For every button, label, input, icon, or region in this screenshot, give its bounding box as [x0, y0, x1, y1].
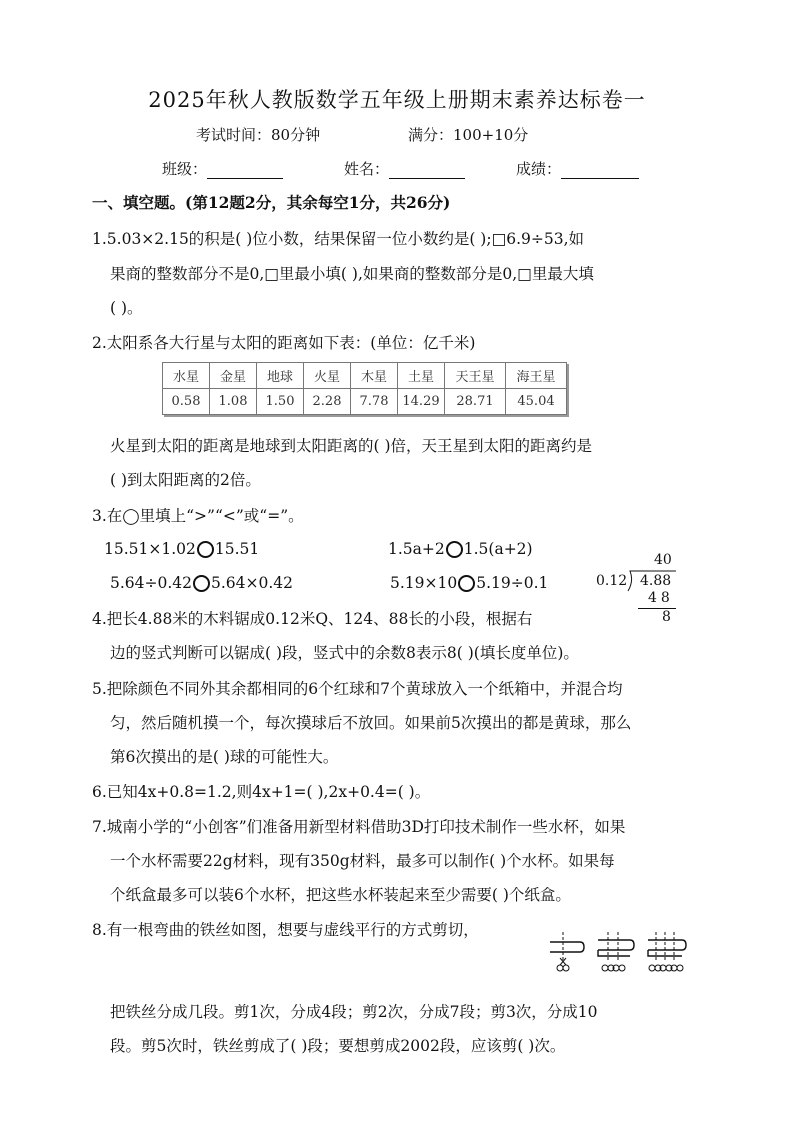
class-blank[interactable] — [207, 160, 283, 179]
long-division — [596, 552, 680, 624]
q4-line1: 4.把长4.88米的木料锯成0.12米Q、124、88长的小段，根据右 — [92, 610, 533, 628]
wire-cut-3-icon — [644, 928, 688, 976]
q3-d-right: 5.19÷0.1 — [476, 574, 549, 592]
q5-line1: 5.把除颜色不同外其余都相同的6个红球和7个黄球放入一个纸箱中，并混合均 — [92, 680, 623, 698]
q3-c-right: 5.64×0.42 — [211, 574, 294, 592]
name-field — [344, 158, 465, 179]
class-field — [162, 158, 283, 179]
table-header-row — [163, 363, 567, 389]
score-label: 成绩： — [516, 160, 562, 178]
q3-d-left: 5.19×10 — [390, 574, 458, 592]
table-cell: 2.28 — [304, 389, 351, 415]
section-heading: 一、填空题。(第12题2分，其余每空1分，共26分) — [92, 193, 451, 212]
q3-item-d — [390, 574, 548, 592]
table-header-cell: 土星 — [398, 363, 445, 389]
table-header-cell: 木星 — [351, 363, 398, 389]
q3-item-b — [388, 540, 533, 558]
q5-line3: 第6次摸出的是( )球的可能性大。 — [110, 748, 339, 766]
wire-cut-2-icon — [594, 928, 636, 976]
q3-a-left: 15.51×1.02 — [104, 540, 196, 558]
table-row — [163, 389, 567, 415]
table-cell: 7.78 — [351, 389, 398, 415]
q8-line1: 8.有一根弯曲的铁丝如图，想要与虚线平行的方式剪切， — [92, 921, 479, 939]
q3-c-left: 5.64÷0.42 — [110, 574, 193, 592]
q3-line1: 3.在◯里填上“>”“<”或“=”。 — [92, 507, 304, 525]
wire-cut-1-icon — [546, 928, 586, 976]
table-header-cell: 天王星 — [445, 363, 506, 389]
q3-item-a — [104, 540, 259, 558]
exam-time: 考试时间：80分钟 — [196, 126, 321, 144]
q3-a-right: 15.51 — [214, 540, 260, 558]
class-label: 班级： — [162, 160, 208, 178]
q2-line2: 火星到太阳的距离是地球到太阳距离的( )倍，天王星到太阳的距离约是 — [110, 437, 593, 455]
division-dividend: 4.88 — [640, 573, 672, 589]
division-product: 48 — [648, 590, 674, 606]
compare-circle[interactable] — [197, 541, 214, 558]
division-remainder: 8 — [662, 609, 671, 625]
table-header-cell: 火星 — [304, 363, 351, 389]
table-header-cell: 地球 — [257, 363, 304, 389]
q1-line3: ( )。 — [110, 299, 143, 317]
q3-item-c — [110, 574, 293, 592]
table-header-cell: 水星 — [163, 363, 210, 389]
q7-line2: 一个水杯需要22g材料，现有350g材料，最多可以制作( )个水杯。如果每 — [110, 852, 615, 870]
division-quotient: 40 — [654, 552, 672, 568]
table-cell: 45.04 — [506, 389, 567, 415]
compare-circle[interactable] — [446, 541, 463, 558]
table-header-cell: 海王星 — [506, 363, 567, 389]
compare-circle[interactable] — [193, 575, 210, 592]
q1-line1: 1.5.03×2.15的积是( )位小数，结果保留一位小数约是( );□6.9÷53,如 — [92, 230, 584, 248]
name-blank[interactable] — [389, 160, 465, 179]
full-score: 满分：100+10分 — [408, 126, 529, 144]
q7-line1: 7.城南小学的“小创客”们准备用新型材料借助3D打印技术制作一些水杯，如果 — [92, 818, 626, 836]
q2-line3: ( )到太阳距离的2倍。 — [110, 471, 261, 489]
table-cell: 28.71 — [445, 389, 506, 415]
planet-distance-table — [162, 362, 567, 415]
q5-line2: 匀，然后随机摸一个，每次摸球后不放回。如果前5次摸出的都是黄球，那么 — [110, 714, 632, 732]
name-label: 姓名： — [344, 160, 390, 178]
q1-line2: 果商的整数部分不是0,□里最小填( ),如果商的整数部分是0,□里最大填 — [110, 265, 594, 283]
table-cell: 14.29 — [398, 389, 445, 415]
table-header-cell: 金星 — [210, 363, 257, 389]
q7-line3: 个纸盒最多可以装6个水杯，把这些水杯装起来至少需要( )个纸盒。 — [110, 886, 571, 904]
q8-line3: 段。剪5次时，铁丝剪成了( )段；要想剪成2002段，应该剪( )次。 — [110, 1037, 566, 1055]
page-title: 2025年秋人教版数学五年级上册期末素养达标卷一 — [148, 88, 646, 112]
compare-circle[interactable] — [458, 575, 475, 592]
table-cell: 1.08 — [210, 389, 257, 415]
q6-line1: 6.已知4x+0.8=1.2,则4x+1=( ),2x+0.4=( )。 — [92, 783, 431, 801]
q8-line2: 把铁丝分成几段。剪1次，分成4段；剪2次，分成7段；剪3次，分成10 — [110, 1003, 598, 1021]
table-cell: 1.50 — [257, 389, 304, 415]
q3-b-right: 1.5(a+2) — [463, 540, 533, 558]
division-divisor: 0.12 — [596, 573, 628, 589]
q4-line2: 边的竖式判断可以锯成( )段，竖式中的余数8表示8( )(填长度单位)。 — [110, 644, 579, 662]
score-blank[interactable] — [561, 160, 639, 179]
table-cell: 0.58 — [163, 389, 210, 415]
q3-b-left: 1.5a+2 — [388, 540, 445, 558]
score-field — [516, 158, 639, 179]
q2-line1: 2.太阳系各大行星与太阳的距离如下表：(单位：亿千米) — [92, 334, 476, 352]
